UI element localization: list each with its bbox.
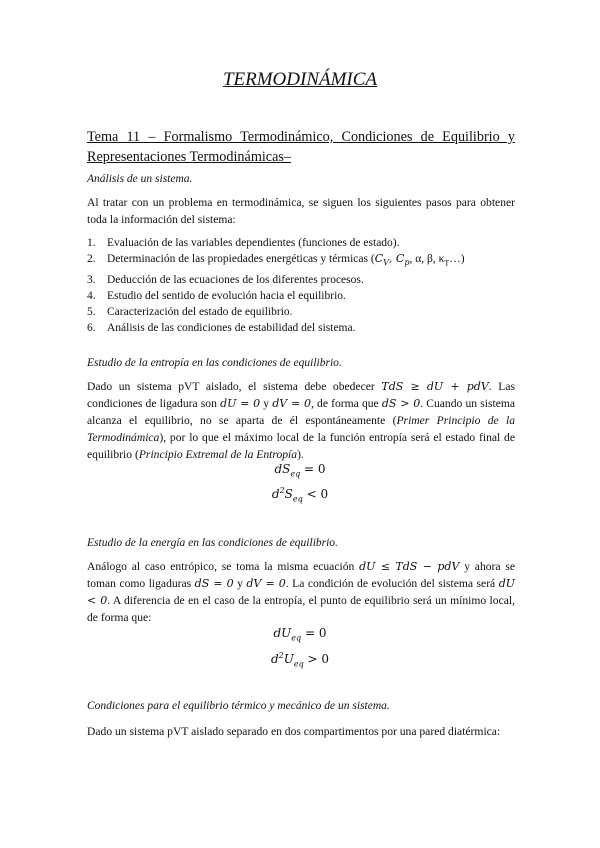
analysis-steps-list	[87, 235, 527, 337]
equation-d2ueq: $d^2U_{eq} > 0$	[270, 651, 330, 669]
list-item: 5. Caracterización del estado de equilibrio.	[87, 306, 293, 319]
section-title-entropia: Estudio de la entropía en las condiciones de equilibrio.	[87, 357, 342, 369]
equation-dueq: $dU_{eq} = 0$	[273, 626, 327, 643]
equation-d2seq: $d^2S_{eq} < 0$	[271, 486, 329, 504]
energia-paragraph: Análogo al caso entrópico, se toma la misma ecuación dU ≤ TdS − pdV y ahora se toman como ligaduras dS = 0 y dV = 0. La condición de evolución del sistema será dU < 0. A diferencia de en el caso de la entropía, el punto de equilibrio será un mínimo local, de forma que:	[87, 560, 516, 624]
chapter-heading	[87, 127, 515, 167]
entropia-paragraph: Dado un sistema pVT aislado, el sistema debe obedecer TdS ≥ dU + pdV. Las condiciones de ligadura son dU = 0 y dV = 0, de forma que dS > 0. Cuando un sistema alcanza el equilibrio, no se aparta de él espontáneamente (Primer Principio de la Termodinámica), por lo que el máximo local de la función entropía será el estado final de equilibrio (Principio Extremal de la Entropía).	[87, 380, 516, 461]
chapter-heading-line1: Tema 11 – Formalismo Termodinámico, Condiciones de Equilibrio y	[87, 129, 515, 145]
list-item: 1. Evaluación de las variables dependientes (funciones de estado).	[87, 237, 400, 249]
list-item: 2. Determinación de las propiedades energéticas y térmicas ($C_V$, $C_p$, α, β, $\kappa_T\dots$)	[87, 252, 465, 268]
list-item: 6. Análisis de las condiciones de estabilidad del sistema.	[87, 322, 356, 335]
equation-dseq: $dS_{eq} = 0$	[274, 462, 326, 479]
section-title-condiciones: Condiciones para el equilibrio térmico y mecánico de un sistema.	[87, 700, 390, 712]
section-title-energia: Estudio de la energía en las condiciones de equilibrio.	[87, 537, 338, 549]
section-title-analisis: Análisis de un sistema.	[87, 173, 193, 185]
condiciones-paragraph: Dado un sistema pVT aislado separado en dos compartimentos por una pared diatérmica:	[87, 725, 501, 738]
chapter-heading-line2: Representaciones Termodinámicas–	[87, 149, 291, 165]
document-title: TERMODINÁMICA	[222, 69, 378, 90]
analisis-intro: Al tratar con un problema en termodinámica, se siguen los siguientes pasos para obtener toda la información del sistema:	[87, 196, 515, 226]
list-item: 3. Deducción de las ecuaciones de los diferentes procesos.	[87, 273, 364, 286]
list-item: 4. Estudio del sentido de evolución hacia el equilibrio.	[87, 289, 346, 302]
